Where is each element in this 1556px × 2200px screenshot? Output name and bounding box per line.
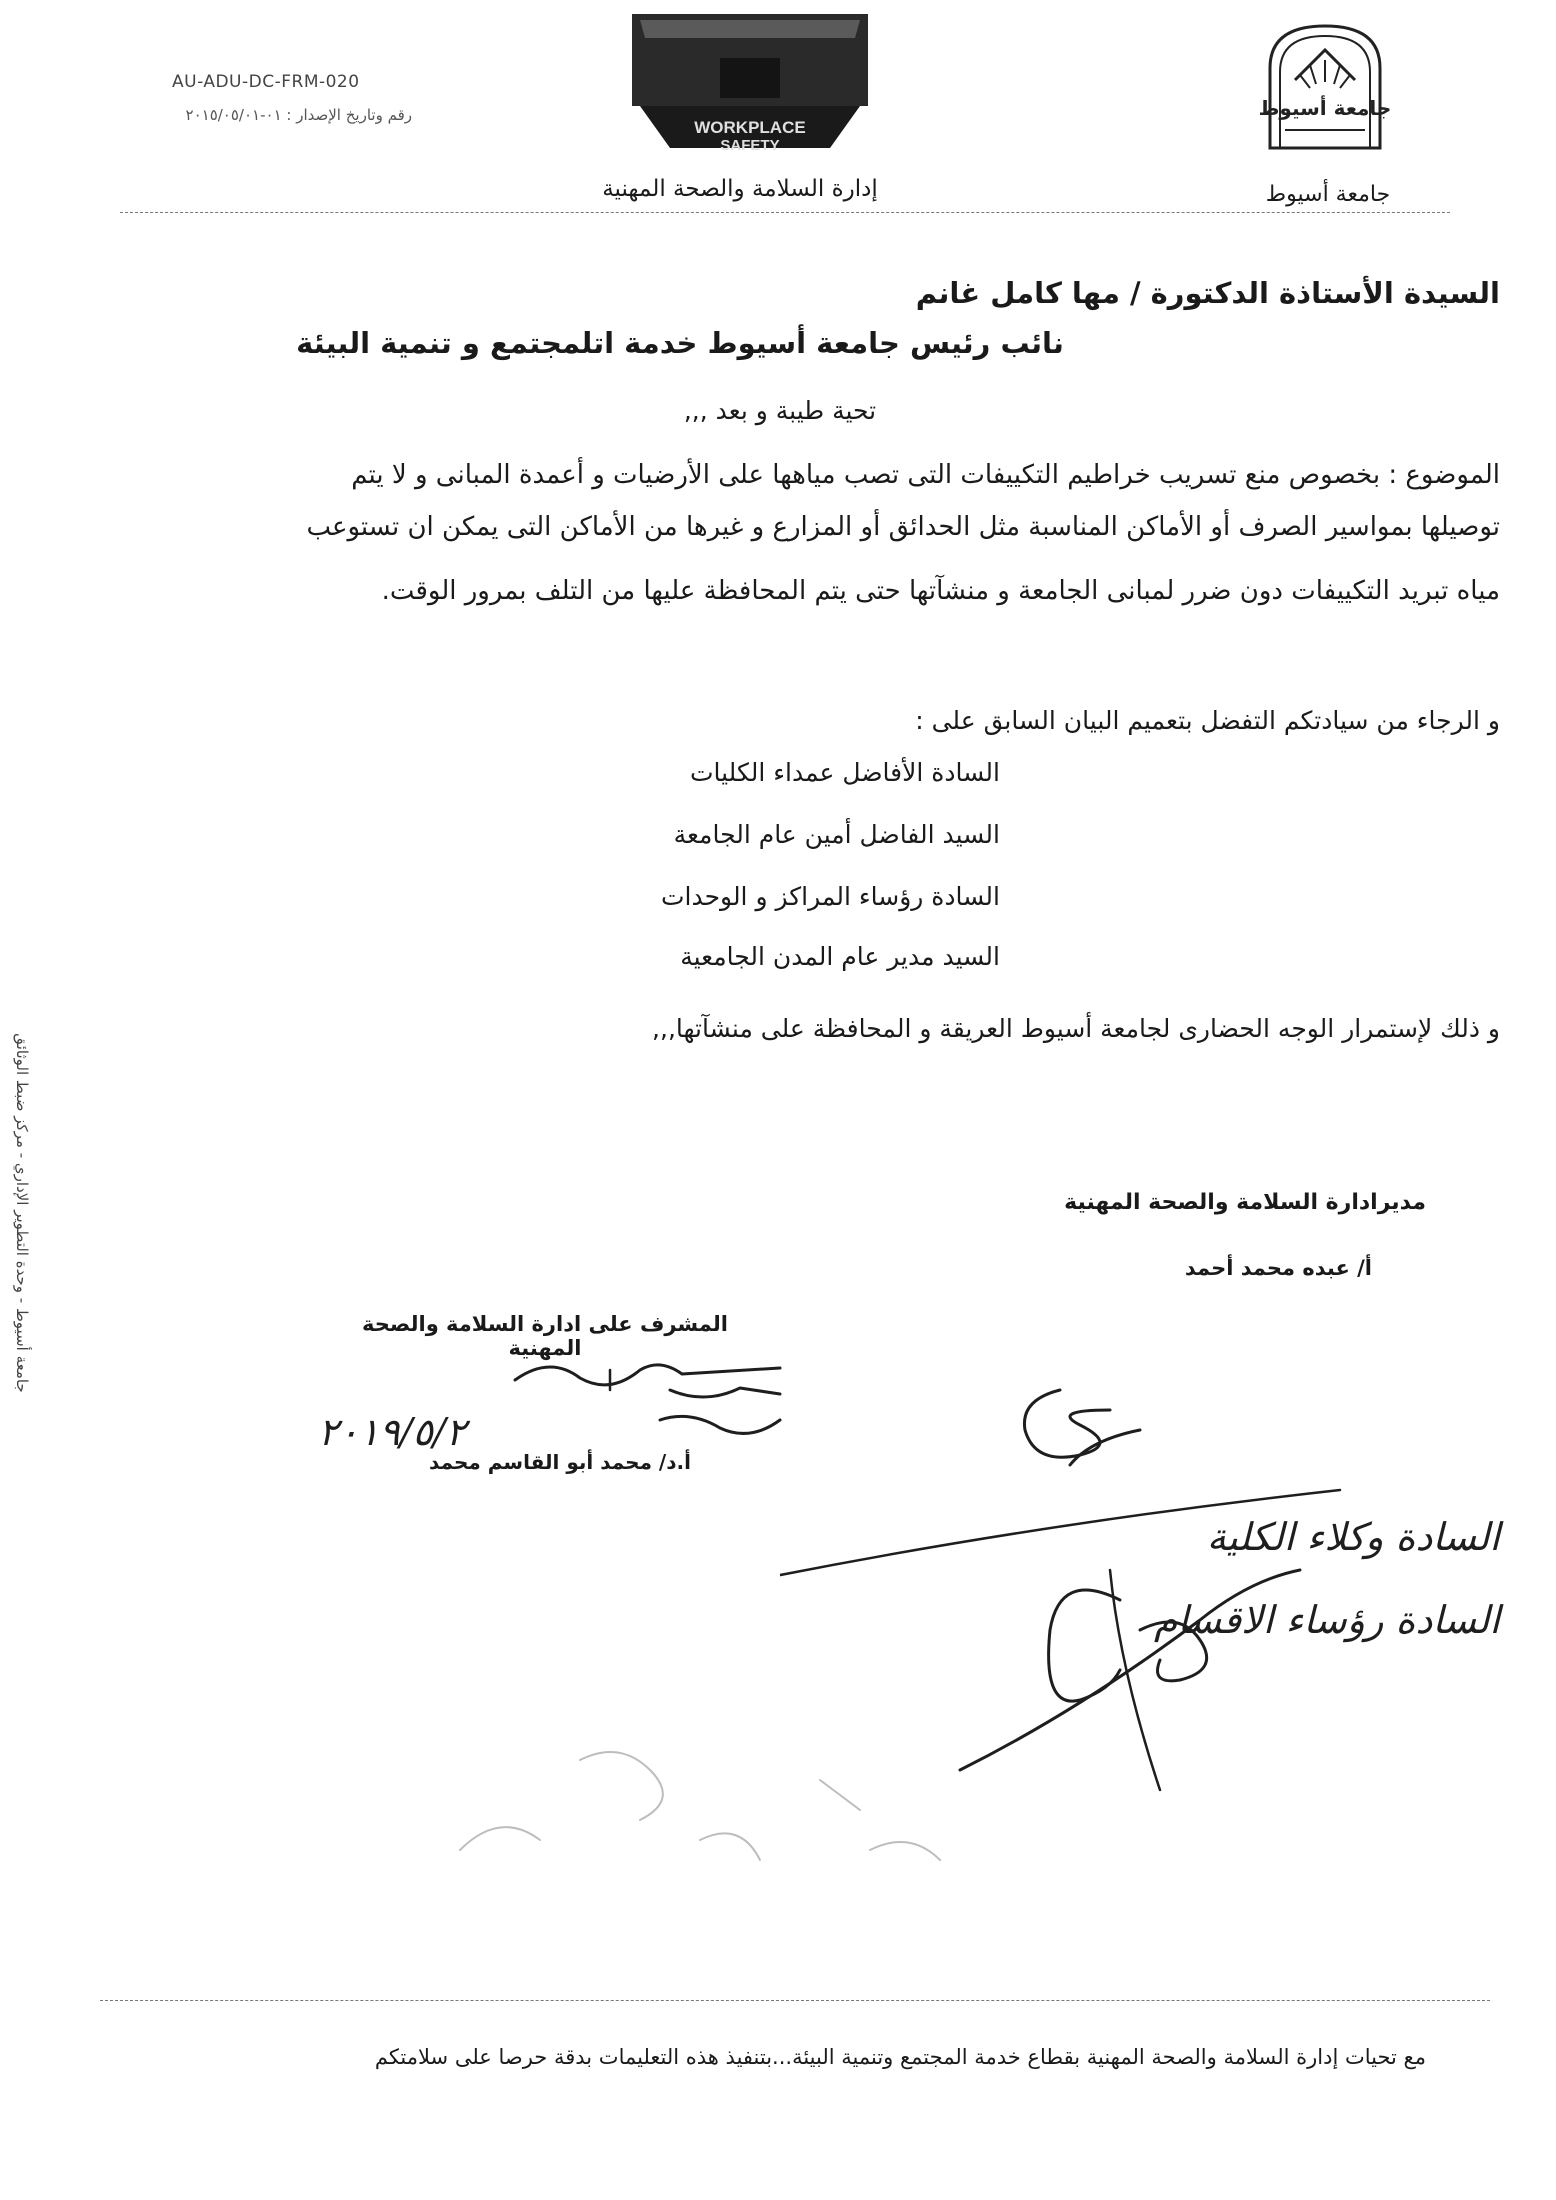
- header-divider: [120, 212, 1450, 213]
- subject-line-1: الموضوع : بخصوص منع تسريب خراطيم التكييفات التى تصب مياهها على الأرضيات و أعمدة المبانى و لا يتم: [351, 460, 1500, 490]
- closing: و ذلك لإستمرار الوجه الحضارى لجامعة أسيوط العريقة و المحافظة على منشآتها,,,: [652, 1014, 1500, 1043]
- form-code: AU-ADU-DC-FRM-020: [172, 72, 360, 92]
- safety-logo-text-2: SAFETY: [720, 137, 780, 154]
- director-title: مديرادارة السلامة والصحة المهنية: [1064, 1190, 1426, 1215]
- subject-line-2: توصيلها بمواسير الصرف أو الأماكن المناسبة مثل الحدائق أو المزارع و غيرها من الأماكن التى يمكن ان تستوعب: [306, 512, 1500, 542]
- safety-logo-text-1: WORKPLACE: [694, 118, 806, 137]
- distribution-item: السادة الأفاضل عمداء الكليات: [689, 758, 1000, 787]
- greeting: تحية طيبة و بعد ,,,: [683, 396, 877, 425]
- bleed-through-marks: [440, 1700, 1040, 1900]
- uni-logo-text: جامعة أسيوط: [1258, 96, 1392, 120]
- supervisor-title: المشرف على ادارة السلامة والصحة المهنية: [362, 1312, 728, 1360]
- distribution-item: السيد مدير عام المدن الجامعية: [680, 942, 1000, 971]
- footer-divider: [100, 2000, 1490, 2001]
- supervisor-name: أ.د/ محمد أبو القاسم محمد: [429, 1450, 691, 1474]
- distribution-item: السادة رؤساء المراكز و الوحدات: [660, 882, 1000, 911]
- center-title: إدارة السلامة والصحة المهنية: [602, 176, 878, 202]
- handwritten-line-2: السادة رؤساء الاقسام: [1154, 1598, 1500, 1642]
- signature-date: ٢٠١٩/٥/٢: [318, 1410, 467, 1454]
- side-note: جامعة أسيوط - وحدة التطوير الإداري - مركز ضبط الوثائق: [13, 1033, 31, 1393]
- subject-line-3: مياه تبريد التكييفات دون ضرر لمبانى الجامعة و منشآتها حتى يتم المحافظة عليها من التلف بمرور الوقت.: [381, 576, 1500, 606]
- recipient-name: السيدة الأستاذة الدكتورة / مها كامل غانم: [915, 276, 1500, 310]
- handwritten-line-1: السادة وكلاء الكلية: [1206, 1515, 1500, 1559]
- university-logo: [1240, 20, 1410, 150]
- request-intro: و الرجاء من سيادتكم التفضل بتعميم البيان السابق على :: [915, 706, 1500, 735]
- recipient-position: نائب رئيس جامعة أسيوط خدمة اتلمجتمع و تنمية البيئة: [296, 326, 1064, 360]
- university-name: جامعة أسيوط: [1265, 182, 1391, 207]
- distribution-item: السيد الفاضل أمين عام الجامعة: [673, 820, 1000, 849]
- director-name: أ/ عبده محمد أحمد: [1184, 1256, 1372, 1280]
- workplace-safety-logo: [620, 8, 880, 178]
- issue-info: رقم وتاريخ الإصدار : ٠١-٢٠١٥/٠٥/٠١: [185, 106, 412, 124]
- footer-note: مع تحيات إدارة السلامة والصحة المهنية بقطاع خدمة المجتمع وتنمية البيئة...بتنفيذ هذه التعليمات بدقة حرصا على سلامتكم: [374, 2045, 1426, 2069]
